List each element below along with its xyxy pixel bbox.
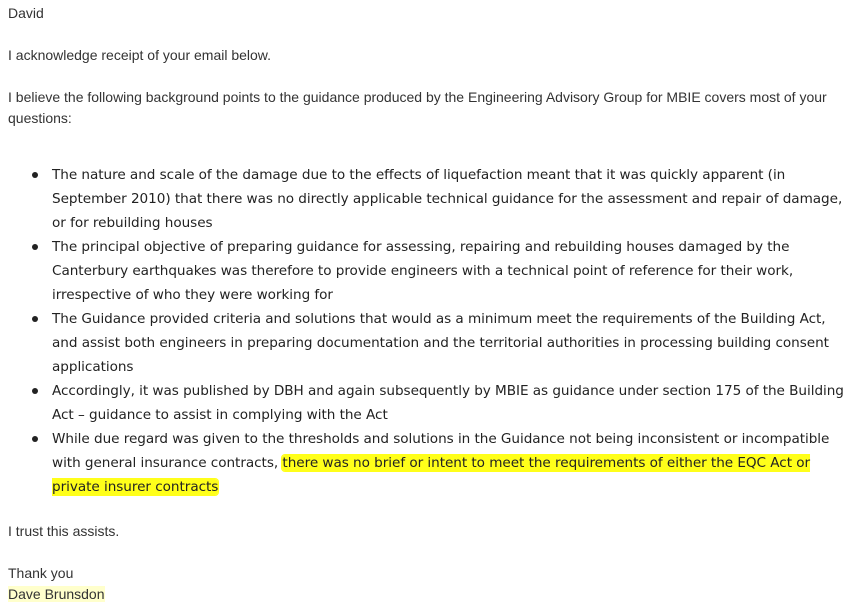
- list-item: [30, 235, 845, 307]
- greeting: David: [8, 5, 44, 21]
- bullet-text: Accordingly, it was published by DBH and again subsequently by MBIE as guidance under section 175 of the Building Act – guidance to assist in complying with the Act: [52, 383, 844, 423]
- list-item: [30, 427, 845, 499]
- intro-paragraph: I believe the following background points to the guidance produced by the Engineering Advisory Group for MBIE covers most of your questions:: [8, 89, 827, 126]
- signature-name: Dave Brunsdon: [8, 586, 105, 602]
- bullet-icon: [32, 436, 38, 442]
- bullet-text: The Guidance provided criteria and solutions that would as a minimum meet the requirements of the Building Act, and assist both engineers in preparing documentation and the territorial authorities in processing building consent applications: [52, 311, 829, 375]
- list-item: [30, 379, 845, 427]
- bullet-text: The nature and scale of the damage due to the effects of liquefaction meant that it was quickly apparent (in September 2010) that there was no directly applicable technical guidance for the assessment and repair of damage, or for rebuilding houses: [52, 167, 843, 231]
- bullet-text: While due regard was given to the thresholds and solutions in the Guidance not being inconsistent or incompatible with general insurance contracts,: [52, 431, 830, 471]
- signature: [8, 584, 105, 605]
- acknowledge-line: I acknowledge receipt of your email below.: [8, 47, 272, 63]
- list-item: [30, 307, 845, 379]
- highlighted-text: there was no brief or intent to meet the requirements of either the EQC Act or private insurer contracts: [52, 455, 811, 495]
- bullet-text: The principal objective of preparing guidance for assessing, repairing and rebuilding houses damaged by the Canterbury earthquakes was therefore to provide engineers with a technical point of reference for their work, irrespective of who they were working for: [52, 239, 794, 303]
- bullet-list: [30, 163, 845, 499]
- closing-line: I trust this assists.: [8, 523, 120, 539]
- bullet-icon: [32, 316, 38, 322]
- bullet-icon: [32, 172, 38, 178]
- list-item: [30, 163, 845, 235]
- bullet-icon: [32, 244, 38, 250]
- bullet-icon: [32, 388, 38, 394]
- signoff-line: Thank you: [8, 565, 74, 581]
